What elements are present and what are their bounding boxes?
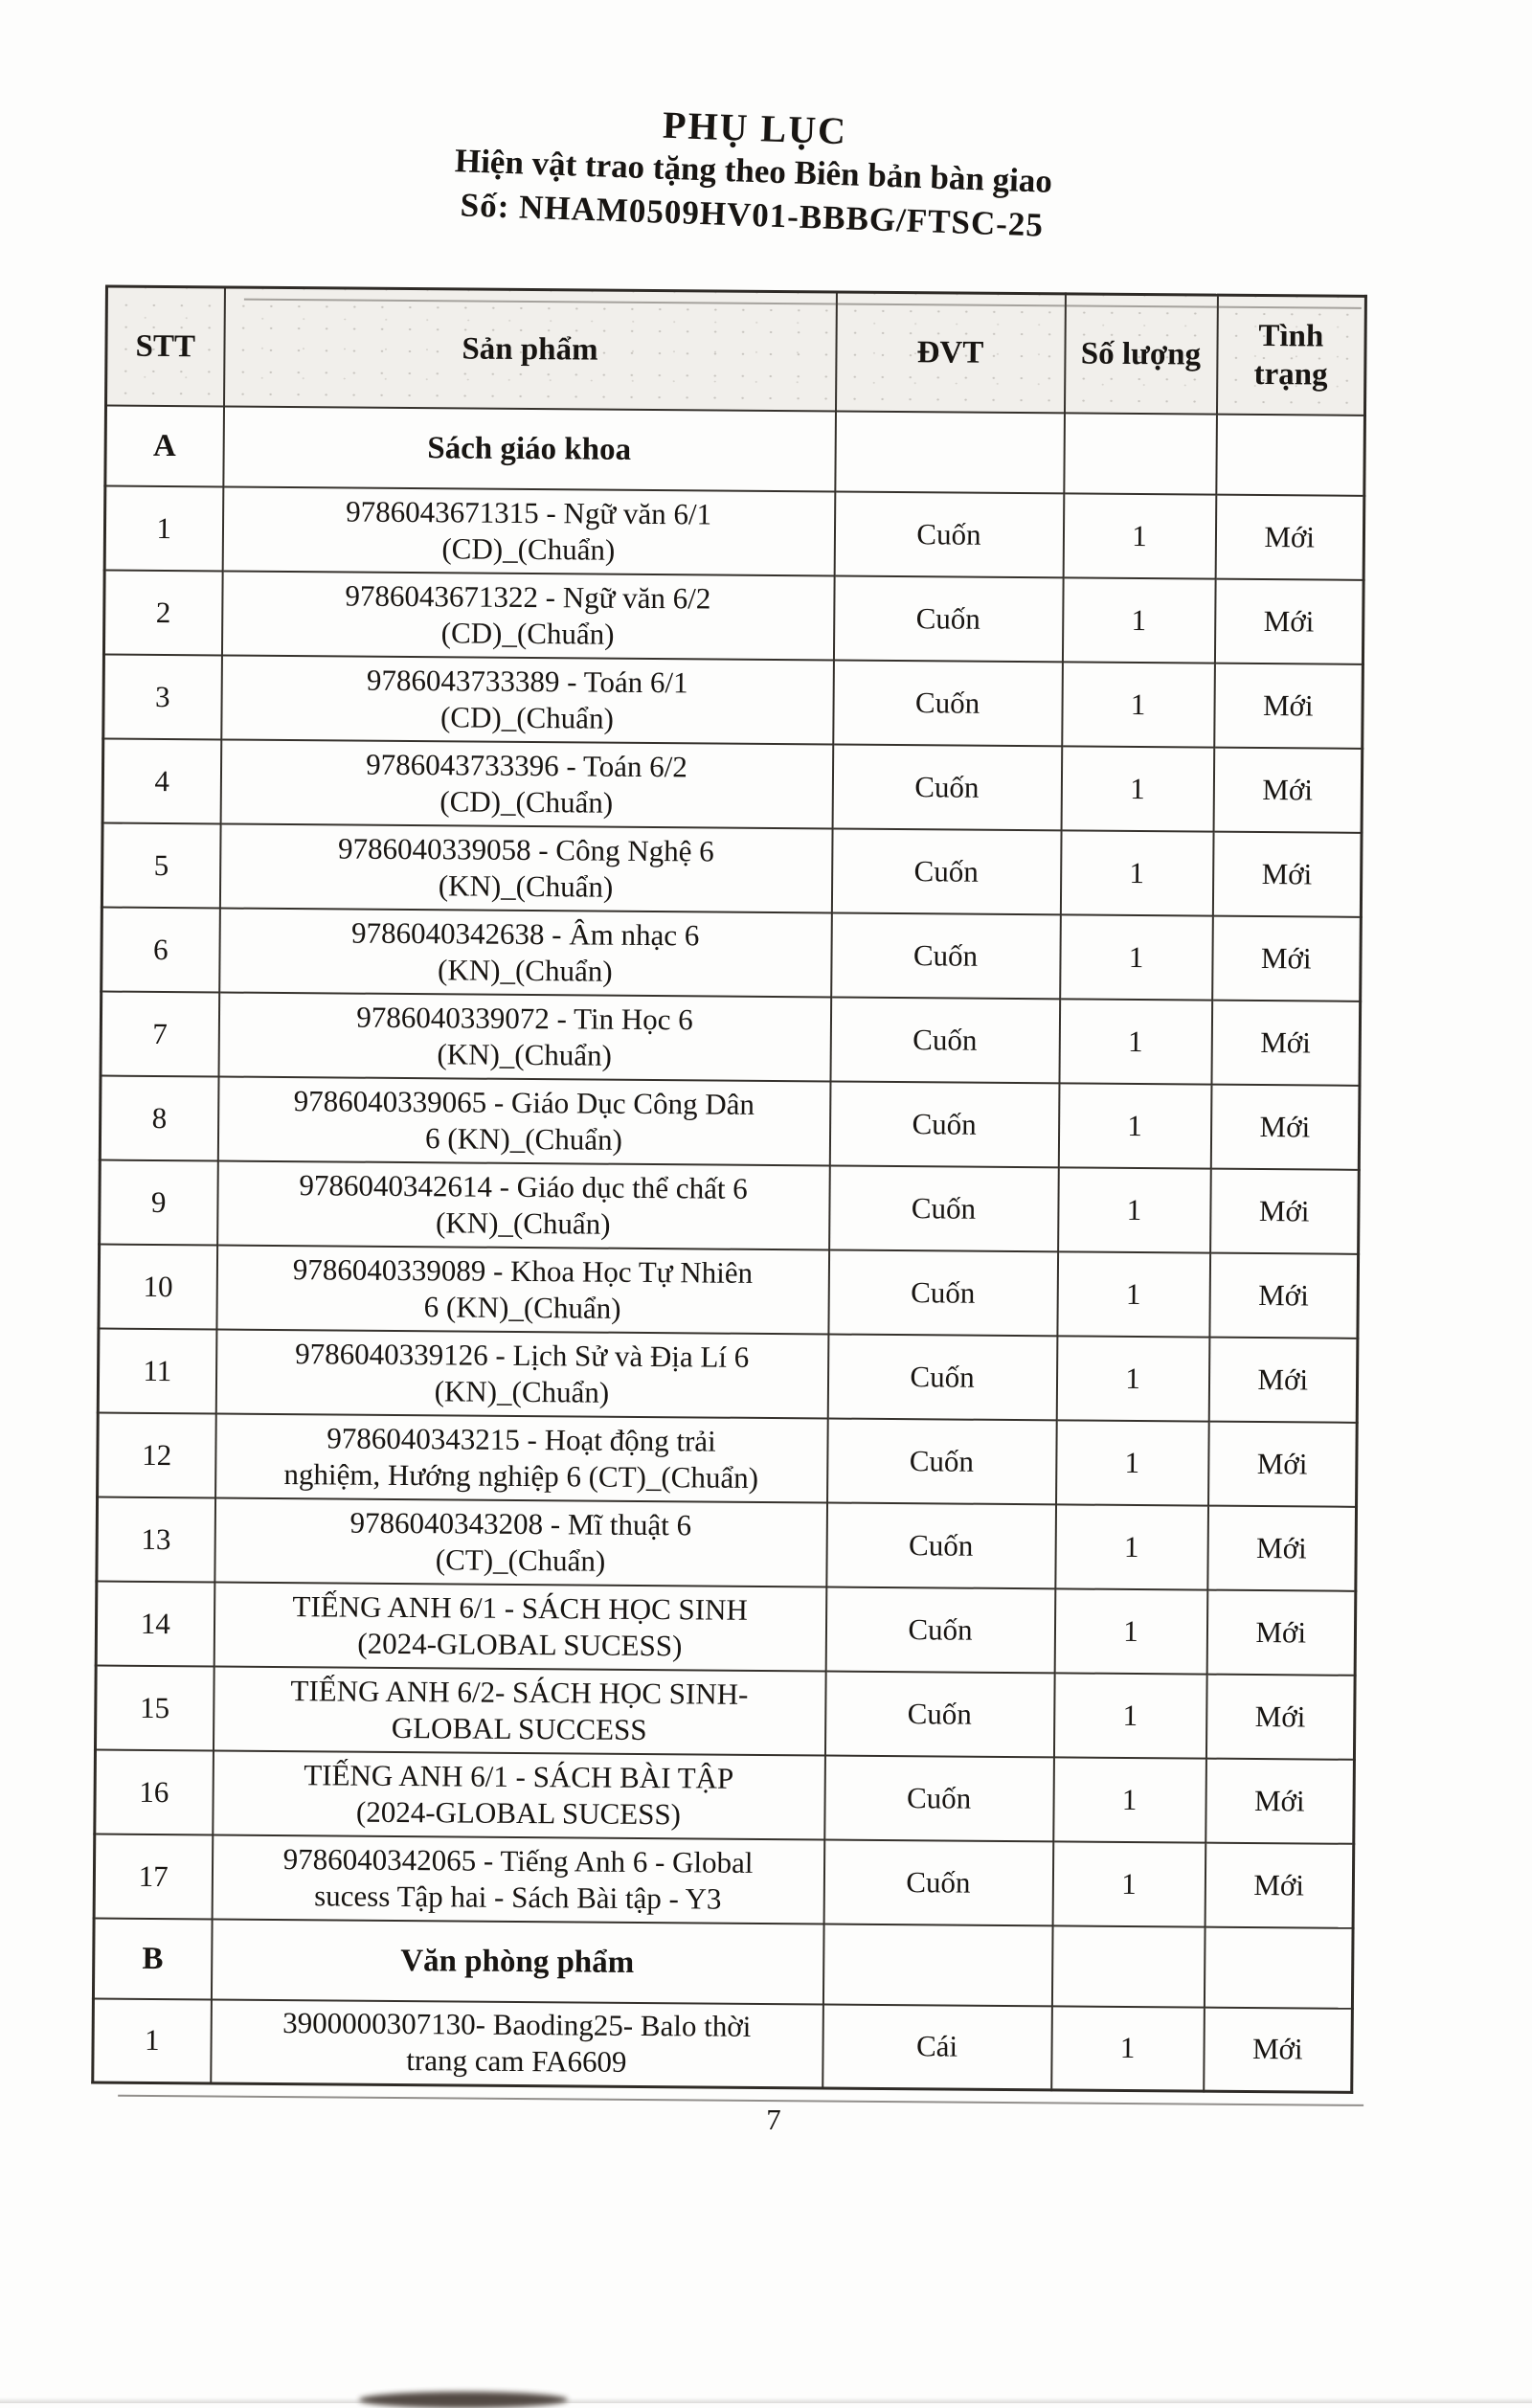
row-index-cell: 6 [101,907,220,992]
items-table [91,285,1367,2094]
product-cell: TIẾNG ANH 6/2- SÁCH HỌC SINH- GLOBAL SUCCESS [213,1666,825,1755]
unit-cell: Cuốn [830,997,1060,1083]
page-subtitle: Hiện vật trao tặng theo Biên bản bàn giao [454,142,1053,200]
condition-cell [1216,414,1365,495]
table-row [101,907,1362,1001]
table-row [102,738,1363,832]
condition-cell: Mới [1212,831,1362,916]
product-cell: 9786043671315 - Ngữ văn 6/1 (CD)_(Chuẩn) [222,486,835,575]
table-row [99,1244,1359,1338]
row-index-cell: 1 [104,485,223,571]
row-index-cell: 4 [102,738,221,823]
product-cell: 9786040339089 - Khoa Học Tự Nhiên 6 (KN)_(Chuẩn) [216,1245,829,1334]
quantity-cell: 1 [1056,1420,1209,1505]
row-index-cell: 14 [96,1581,214,1666]
table-row [100,1075,1360,1169]
table-row [100,1159,1360,1253]
product-cell: 9786043733389 - Toán 6/1 (CD)_(Chuẩn) [221,655,834,744]
row-index-cell: 9 [100,1159,218,1245]
row-index-cell: 3 [103,654,222,739]
product-cell: 9786040342638 - Âm nhạc 6 (KN)_(Chuẩn) [219,908,832,997]
quantity-cell: 1 [1054,1588,1207,1674]
quantity-cell [1051,1925,1205,2007]
quantity-cell: 1 [1063,493,1216,578]
row-index-cell: 1 [93,1998,212,2083]
condition-cell: Mới [1208,1421,1358,1506]
condition-cell: Mới [1204,2007,1353,2092]
unit-cell: Cuốn [829,1081,1059,1167]
quantity-cell: 1 [1051,2006,1205,2091]
condition-cell: Mới [1214,578,1363,664]
unit-cell: Cuốn [828,1249,1058,1336]
table-row [101,822,1362,916]
row-index-cell: 10 [99,1244,217,1329]
quantity-cell: 1 [1058,1083,1211,1168]
table-row [104,485,1364,579]
quantity-cell: 1 [1053,1673,1206,1758]
row-index-cell: A [105,405,224,486]
product-cell: 9786040343208 - Mĩ thuật 6 (CT)_(Chuẩn) [214,1497,827,1587]
table-row [103,654,1363,748]
product-cell: 9786040339065 - Giáo Dục Công Dân 6 (KN)_(Chuẩn) [217,1076,830,1165]
quantity-cell: 1 [1062,662,1215,747]
page-title: PHỤ LỤC [662,102,848,153]
quantity-cell: 1 [1057,1251,1210,1337]
table-row [98,1412,1358,1506]
table-row [97,1497,1357,1590]
row-index-cell: 11 [98,1328,216,1413]
product-cell: 9786040339126 - Lịch Sử và Địa Lí 6 (KN)_(Chuẩn) [215,1329,828,1418]
product-cell: TIẾNG ANH 6/1 - SÁCH BÀI TẬP (2024-GLOBAL SUCESS) [213,1750,825,1839]
unit-cell: Cuốn [829,1165,1059,1251]
unit-cell: Cuốn [831,912,1061,999]
condition-cell: Mới [1212,915,1362,1001]
column-header-product: Sản phẩm [224,287,837,411]
condition-cell: Mới [1215,494,1364,579]
section-row [93,1918,1353,2008]
product-cell: 9786040342614 - Giáo dục thể chất 6 (KN)_(Chuẩn) [217,1160,830,1249]
column-header-stt: STT [106,286,225,406]
unit-cell: Cuốn [832,744,1062,830]
section-row [105,405,1365,495]
product-cell: 9786040339072 - Tin Học 6 (KN)_(Chuẩn) [218,992,831,1081]
table-row [95,1665,1355,1759]
condition-cell: Mới [1211,1000,1361,1085]
row-index-cell: 16 [95,1749,214,1834]
condition-cell: Mới [1205,1674,1355,1759]
row-index-cell: 13 [97,1497,215,1582]
unit-cell: Cuốn [834,491,1064,577]
quantity-cell: 1 [1058,1167,1211,1252]
product-cell: 9786043733396 - Toán 6/2 (CD)_(Chuẩn) [220,739,833,828]
document-header [177,85,1330,255]
condition-cell: Mới [1208,1337,1358,1422]
quantity-cell: 1 [1055,1504,1208,1589]
row-index-cell: B [93,1918,212,1999]
condition-cell: Mới [1210,1084,1360,1169]
condition-cell: Mới [1210,1168,1360,1253]
page-number: 7 [766,2103,781,2136]
product-cell: Văn phòng phẩm [211,1919,823,2004]
product-cell: 9786043671322 - Ngữ văn 6/2 (CD)_(Chuẩn) [221,571,834,660]
unit-cell [835,411,1065,493]
row-index-cell: 12 [98,1412,216,1497]
product-cell: 9786040342065 - Tiếng Anh 6 - Global sucess Tập hai - Sách Bài tập - Y3 [212,1834,824,1924]
column-header-condition: Tình trạng [1216,295,1365,415]
quantity-cell: 1 [1061,746,1214,831]
table-row [98,1328,1358,1422]
unit-cell: Cuốn [833,575,1063,662]
row-index-cell: 2 [103,570,222,655]
condition-cell: Mới [1205,1758,1355,1843]
quantity-cell: 1 [1056,1336,1209,1421]
table-row [93,1998,1353,2092]
quantity-cell [1064,413,1217,494]
items-table-container [91,285,1364,2094]
product-cell: 9786040343215 - Hoạt động trải nghiệm, Hướng nghiệp 6 (CT)_(Chuẩn) [215,1413,828,1502]
row-index-cell: 5 [101,822,220,908]
condition-cell: Mới [1214,663,1363,748]
column-header-quantity: Số lượng [1064,294,1217,414]
quantity-cell: 1 [1052,1841,1205,1926]
table-row [95,1749,1355,1843]
quantity-cell: 1 [1053,1757,1206,1842]
condition-cell: Mới [1205,1842,1354,1927]
quantity-cell: 1 [1060,914,1213,1000]
unit-cell: Cuốn [824,1755,1054,1841]
product-cell: 3900000307130- Baoding25- Balo thời trang cam FA6609 [211,1999,823,2088]
unit-cell: Cuốn [825,1587,1055,1673]
condition-cell [1204,1926,1353,2008]
product-cell: 9786040339058 - Công Nghệ 6 (KN)_(Chuẩn) [219,823,832,912]
unit-cell [822,1924,1052,2006]
unit-cell: Cuốn [826,1502,1056,1588]
row-index-cell: 7 [101,991,219,1076]
quantity-cell: 1 [1059,999,1212,1084]
doc-number: Số: NHAM0509HV01-BBBG/FTSC-25 [460,186,1045,244]
unit-cell: Cuốn [831,828,1061,914]
unit-cell: Cuốn [824,1671,1054,1757]
condition-cell: Mới [1209,1252,1359,1338]
table-row [96,1581,1356,1675]
condition-cell: Mới [1206,1589,1356,1675]
condition-cell: Mới [1213,747,1363,832]
table-header [106,286,1366,415]
table-row [101,991,1361,1085]
condition-cell: Mới [1207,1505,1357,1590]
unit-cell: Cái [822,2004,1052,2090]
quantity-cell: 1 [1062,577,1215,663]
unit-cell: Cuốn [833,660,1063,746]
row-index-cell: 17 [94,1834,213,1919]
product-cell: Sách giáo khoa [223,406,836,491]
table-row [94,1834,1354,1927]
product-cell: TIẾNG ANH 6/1 - SÁCH HỌC SINH (2024-GLOBAL SUCESS) [214,1582,826,1671]
unit-cell: Cuốn [823,1839,1053,1925]
row-index-cell: 15 [95,1665,214,1750]
page-edge-shadow [0,2397,1532,2403]
table-body [93,405,1365,2092]
unit-cell: Cuốn [827,1418,1057,1504]
table-row [103,570,1363,664]
column-header-unit: ĐVT [835,292,1065,413]
quantity-cell: 1 [1060,830,1213,915]
unit-cell: Cuốn [827,1334,1057,1420]
row-index-cell: 8 [100,1075,218,1160]
